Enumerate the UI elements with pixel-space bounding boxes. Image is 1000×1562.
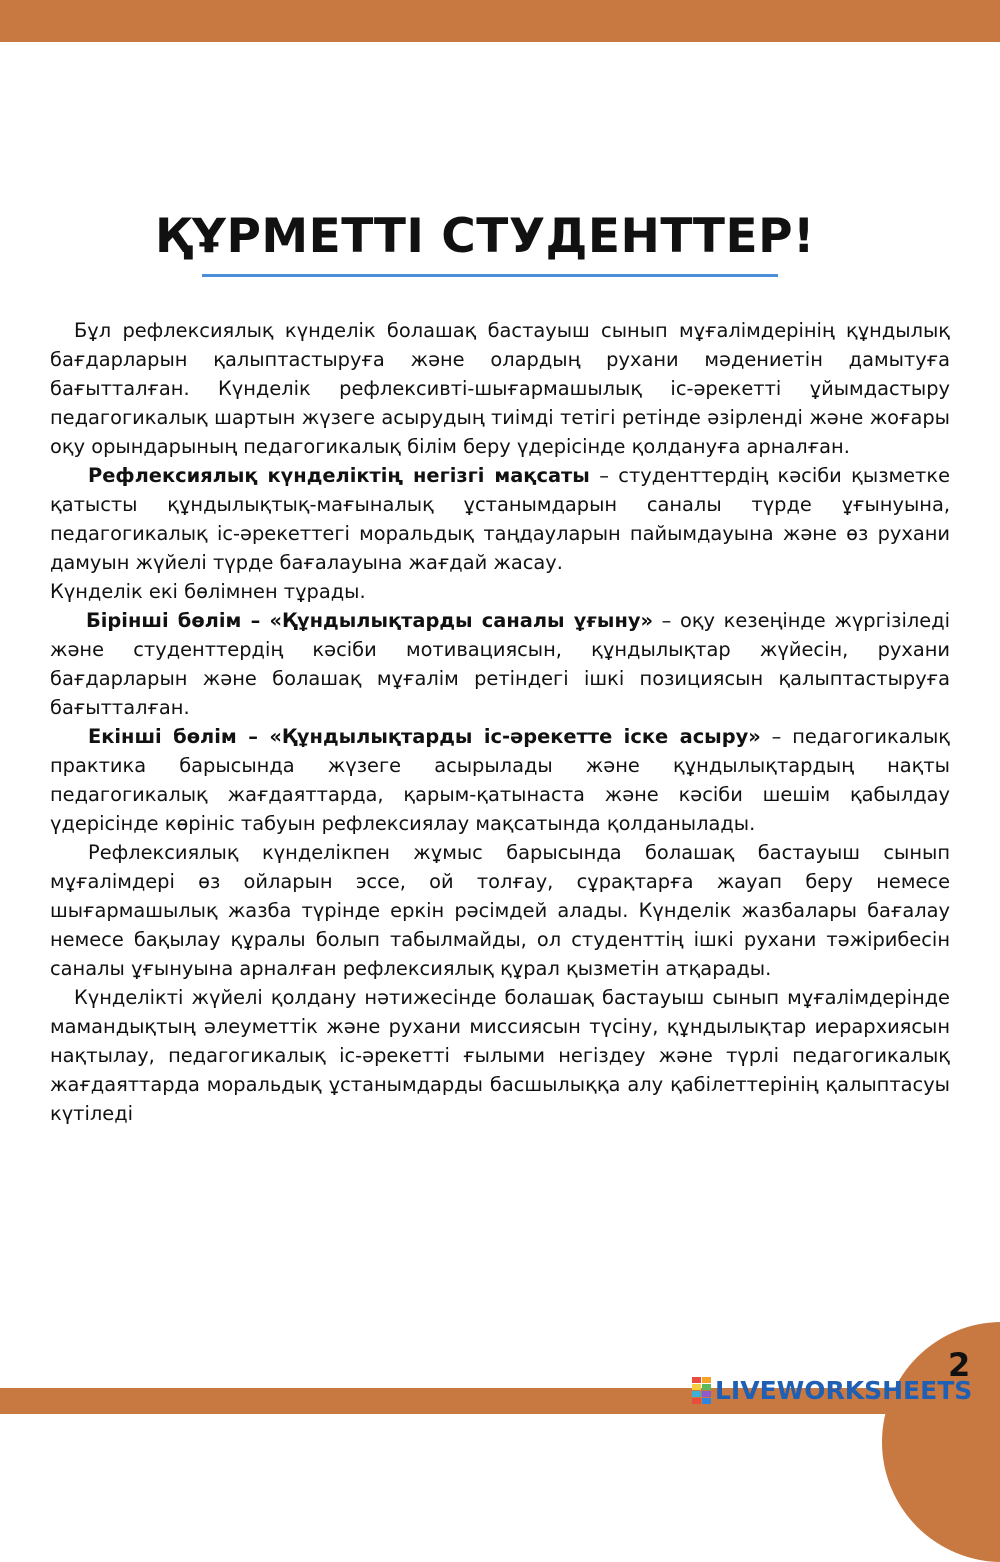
paragraph-structure: Күнделік екі бөлімнен тұрады. (50, 580, 366, 603)
page-title: ҚҰРМЕТТІ СТУДЕНТТЕР! (155, 209, 815, 265)
part-one-heading: Бірінші бөлім – «Құндылықтарды саналы ұғыну» (86, 609, 654, 632)
part-two-text: – педагогикалық практика барысында жүзеге асырылады және құндылықтардың нақты педагогикалық жағдаяттарда, қарым-қатынаста және кәсіби шешім қабылдау үдерісінде көрініс табуын рефлексиялау мақсатында қолданылады. (50, 725, 950, 835)
liveworksheets-logo-text: LIVEWORKSHEETS (715, 1375, 973, 1405)
body-text (50, 316, 950, 1128)
paragraph-part-two (50, 722, 950, 838)
title-divider (202, 274, 778, 277)
top-decor-band (0, 0, 1000, 42)
paragraph-intro: Бұл рефлексиялық күнделік болашақ бастауыш сынып мұғалімдерінің құндылық бағдарларын қалыптастыруға және олардың рухани мәдениетін дамытуға бағытталған. Күнделік рефлексивті-шығармашылық іс-әрекетті ұйымдастыру педагогикалық шартын жүзеге асырудың тиімді тетігі ретінде әзірленді және жоғары оқу орындарының педагогикалық білім беру үдерісінде қолдануға арналған. (50, 319, 950, 458)
page-number: 2 (948, 1346, 971, 1384)
liveworksheets-logo[interactable] (692, 1376, 972, 1404)
part-two-heading: Екінші бөлім – «Құндылықтарды іс-әрекетте іске асыру» (88, 725, 761, 748)
paragraph-outcome: Күнделікті жүйелі қолдану нәтижесінде болашақ бастауыш сынып мұғалімдерінде мамандықтың әлеуметтік және рухани миссиясын түсіну, құндылықтар иерархиясын нақтылау, педагогикалық іс-әрекетті ғылыми негіздеу және түрлі педагогикалық жағдаяттарда моральдық ұстанымдарды басшылыққа алу қабілеттерінің қалыптасуы күтіледі (50, 986, 950, 1125)
liveworksheets-logo-icon (692, 1377, 711, 1404)
paragraph-part-one (50, 606, 950, 722)
paragraph-goal (50, 461, 950, 577)
goal-heading: Рефлексиялық күнделіктің негізгі мақсаты (88, 464, 590, 487)
goal-text: – студенттердің кәсіби қызметке қатысты құндылықтық-мағыналық ұстанымдарын саналы түрде ұғынуына, педагогикалық іс-әрекеттегі моральдық таңдауларын пайымдауына және өз рухани дамуын жүйелі түрде бағалауына жағдай жасау. (50, 464, 950, 574)
corner-decor (882, 1322, 1000, 1562)
paragraph-work: Рефлексиялық күнделікпен жұмыс барысында болашақ бастауыш сынып мұғалімдері өз ойларын эссе, ой толғау, сұрақтарға жауап беру немесе шығармашылық жазба түрінде еркін рәсімдей алады. Күнделік жазбалары бағалау немесе бақылау құралы болып табылмайды, ол студенттің ішкі рухани тәжірибесін саналы ұғынуына арналған рефлексиялық құрал қызметін атқарады. (50, 841, 950, 980)
part-one-text: – оқу кезеңінде жүргізіледі және студенттердің кәсіби мотивациясын, құндылықтар жүйесін, рухани бағдарларын және болашақ мұғалім ретіндегі ішкі позициясын қалыптастыруға бағытталған. (50, 609, 950, 719)
